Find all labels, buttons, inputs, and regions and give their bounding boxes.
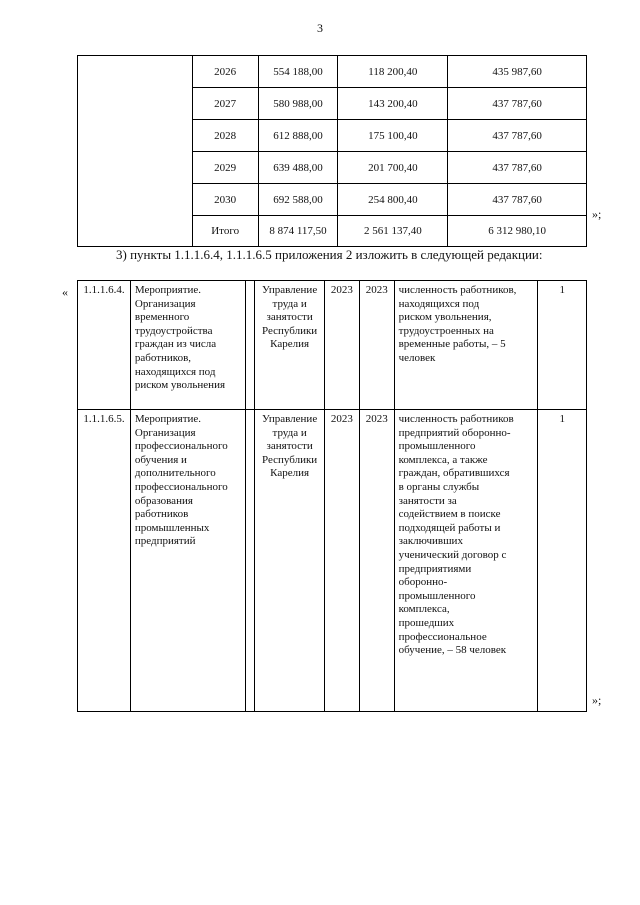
total-cell: 580 988,00 (258, 88, 338, 120)
total-cell: 639 488,00 (258, 152, 338, 184)
year-cell: 2028 (192, 120, 258, 152)
start-year-cell: 2023 (324, 281, 359, 410)
total-cell: 612 888,00 (258, 120, 338, 152)
closing-quote: »; (592, 207, 602, 221)
amount-cell: 437 787,60 (448, 184, 587, 216)
item-code-cell: 1.1.1.6.5. (78, 410, 131, 712)
end-year-cell: 2023 (359, 281, 394, 410)
table-row (78, 56, 587, 88)
table-row (78, 410, 587, 712)
event-cell: Мероприятие. Организация профессионального обучения и дополнительного профессионального образования работников промышленных предприятий (130, 410, 245, 712)
gap-cell (246, 281, 255, 410)
empty-merged-cell (78, 56, 193, 247)
total-label-cell: Итого (192, 216, 258, 247)
end-year-cell: 2023 (359, 410, 394, 712)
indicator-cell: численность работников предприятий оборонно- промышленного комплекса, а также граждан, обратившихся в органы службы занятости за содействием в поиске подходящей работы и заключивших ученический договор с предприятиями оборонно- промышленного комплекса, прошедших профессиональное обучение, – 58 человек (394, 410, 538, 712)
item-code-cell: 1.1.1.6.4. (78, 281, 131, 410)
program-table (77, 280, 587, 712)
amount-cell: 201 700,40 (338, 152, 448, 184)
amount-cell: 6 312 980,10 (448, 216, 587, 247)
amount-cell: 2 561 137,40 (338, 216, 448, 247)
value-cell: 1 (538, 281, 587, 410)
event-cell: Мероприятие. Организация временного трудоустройства граждан из числа работников, находящихся под риском увольнения (130, 281, 245, 410)
amount-cell: 175 100,40 (338, 120, 448, 152)
amount-cell: 254 800,40 (338, 184, 448, 216)
executor-cell: Управление труда и занятости Республики Карелия (255, 410, 325, 712)
total-cell: 692 588,00 (258, 184, 338, 216)
total-cell: 8 874 117,50 (258, 216, 338, 247)
executor-cell: Управление труда и занятости Республики Карелия (255, 281, 325, 410)
indicator-cell: численность работников, находящихся под риском увольнения, трудоустроенных на временные работы, – 5 человек (394, 281, 538, 410)
amount-cell: 437 787,60 (448, 120, 587, 152)
amount-cell: 143 200,40 (338, 88, 448, 120)
amount-cell: 437 787,60 (448, 88, 587, 120)
page-number: 3 (317, 21, 323, 35)
table-row (78, 281, 587, 410)
value-cell: 1 (538, 410, 587, 712)
amount-cell: 118 200,40 (338, 56, 448, 88)
year-cell: 2029 (192, 152, 258, 184)
year-cell: 2026 (192, 56, 258, 88)
amount-cell: 437 787,60 (448, 152, 587, 184)
year-cell: 2027 (192, 88, 258, 120)
opening-quote: « (62, 285, 68, 299)
total-cell: 554 188,00 (258, 56, 338, 88)
amount-cell: 435 987,60 (448, 56, 587, 88)
year-cell: 2030 (192, 184, 258, 216)
gap-cell (246, 410, 255, 712)
start-year-cell: 2023 (324, 410, 359, 712)
financing-table (77, 55, 587, 247)
closing-quote: »; (592, 693, 602, 707)
instruction-text: 3) пункты 1.1.1.6.4, 1.1.1.6.5 приложения 2 изложить в следующей редакции: (116, 247, 543, 262)
